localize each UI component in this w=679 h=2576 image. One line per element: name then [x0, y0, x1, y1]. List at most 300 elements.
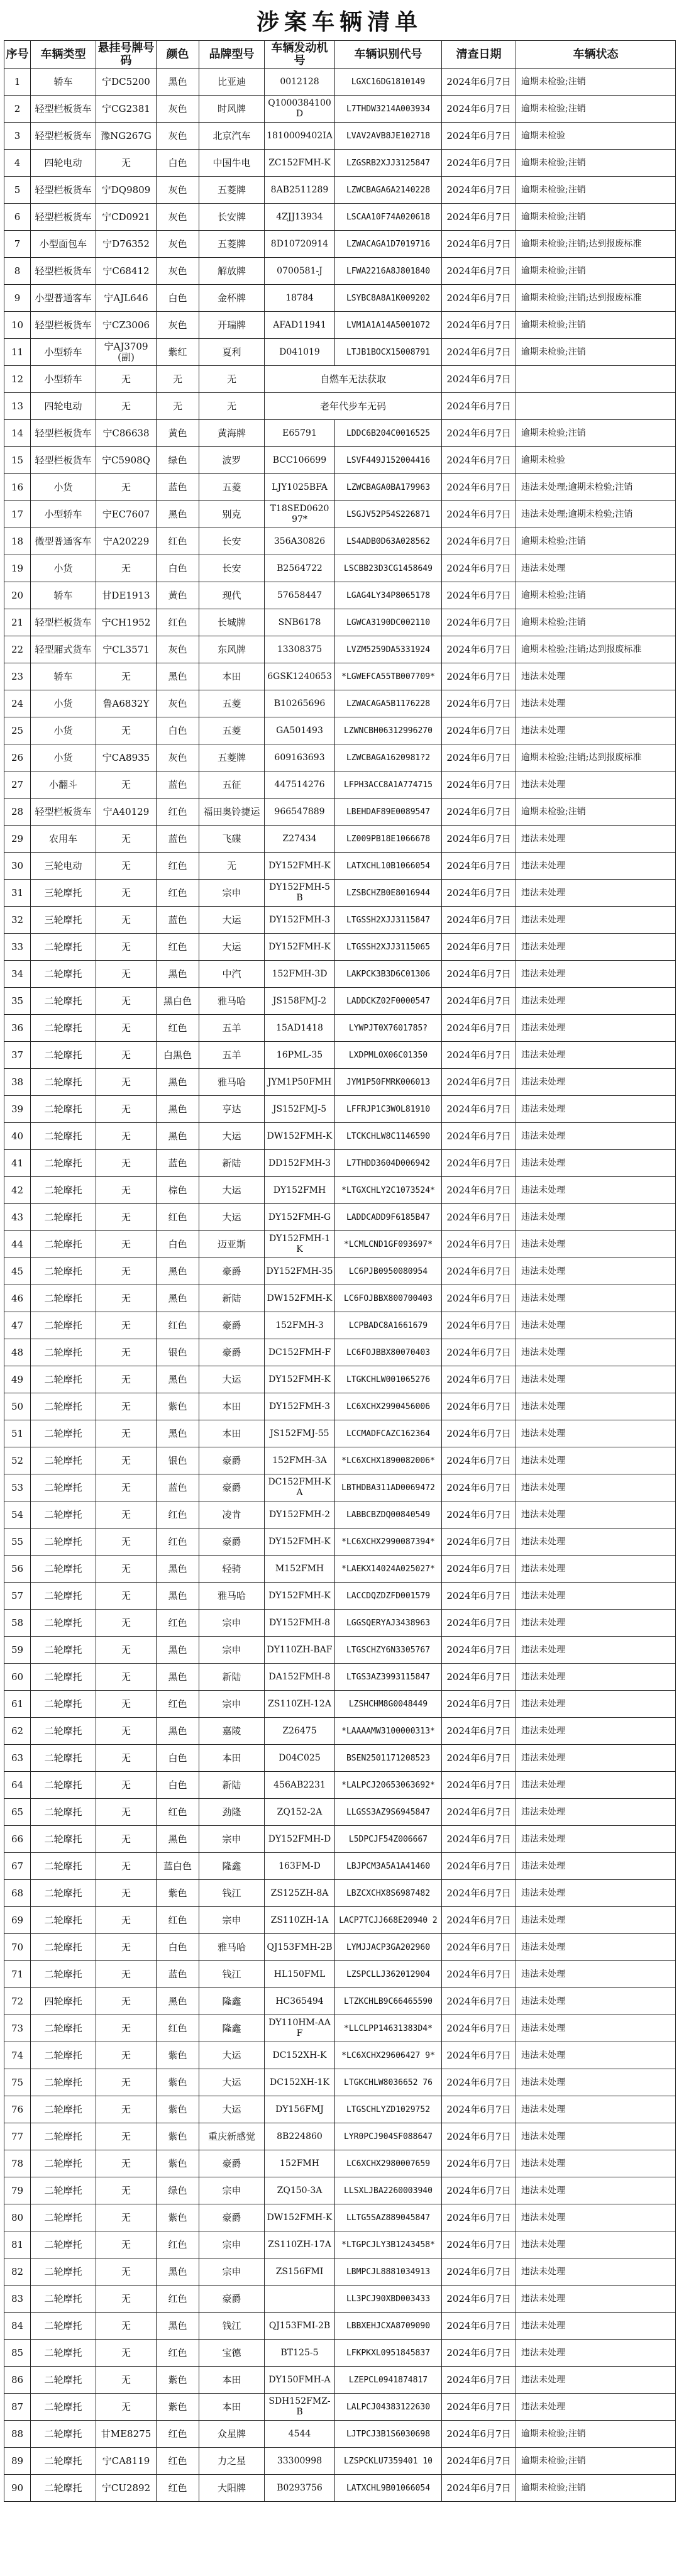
cell-vin: LXDPMLOX06C01350 [335, 1042, 442, 1069]
cell-check-date: 2024年6月7日 [442, 1637, 516, 1664]
cell-plate: 无 [96, 1393, 157, 1420]
cell-vehicle-type: 二轮摩托 [31, 2015, 96, 2042]
cell-engine-no: D04C025 [265, 1745, 335, 1772]
cell-color: 红色 [157, 1610, 199, 1637]
cell-status: 逾期未检验;注销 [516, 420, 676, 447]
cell-color: 红色 [157, 609, 199, 636]
cell-vehicle-type: 二轮摩托 [31, 1393, 96, 1420]
cell-brand: 大运 [199, 1204, 265, 1231]
cell-check-date: 2024年6月7日 [442, 1447, 516, 1474]
cell-brand: 长城牌 [199, 609, 265, 636]
header-vehicle-type: 车辆类型 [31, 41, 96, 69]
cell-vin: *LTGPCJLY3B1243458* [335, 2231, 442, 2258]
cell-engine-no: ZS125ZH-8A [265, 1880, 335, 1907]
cell-engine-no: DY110ZH-BAF [265, 1637, 335, 1664]
cell-serial: 82 [4, 2258, 31, 2286]
cell-serial: 77 [4, 2123, 31, 2150]
cell-status: 违法未处理 [516, 1826, 676, 1853]
cell-vin: LZEPCL0941874817 [335, 2367, 442, 2394]
cell-engine-no: DC152XH-K [265, 2042, 335, 2069]
cell-plate: 无 [96, 1042, 157, 1069]
cell-engine-no: 447514276 [265, 771, 335, 799]
table-row [4, 934, 676, 961]
cell-brand: 宗申 [199, 1610, 265, 1637]
cell-color: 白色 [157, 1772, 199, 1799]
cell-vin: LSVF449J152004416 [335, 447, 442, 474]
cell-vehicle-type: 二轮摩托 [31, 1501, 96, 1528]
page-title: 涉案车辆清单 [256, 9, 422, 35]
table-row [4, 988, 676, 1015]
cell-status: 违法未处理 [516, 2394, 676, 2421]
cell-status: 违法未处理 [516, 1691, 676, 1718]
cell-vehicle-type: 二轮摩托 [31, 1880, 96, 1907]
cell-color: 灰色 [157, 312, 199, 339]
cell-engine-no: LJY1025BFA [265, 474, 335, 501]
cell-brand: 波罗 [199, 447, 265, 474]
cell-brand: 新陆 [199, 1150, 265, 1177]
cell-serial: 85 [4, 2340, 31, 2367]
cell-color: 红色 [157, 853, 199, 880]
table-row [4, 744, 676, 771]
cell-plate: 无 [96, 1420, 157, 1447]
cell-check-date: 2024年6月7日 [442, 393, 516, 420]
cell-serial: 58 [4, 1610, 31, 1637]
cell-plate: 宁DQ9809 [96, 177, 157, 204]
cell-check-date: 2024年6月7日 [442, 582, 516, 609]
cell-color: 黑白色 [157, 988, 199, 1015]
cell-plate: 鲁A6832Y [96, 690, 157, 717]
cell-brand: 大运 [199, 934, 265, 961]
table-row [4, 2150, 676, 2177]
cell-plate: 无 [96, 1691, 157, 1718]
cell-brand: 北京汽车 [199, 123, 265, 150]
cell-status: 违法未处理 [516, 1231, 676, 1258]
cell-vin: LTGS3AZ3993115847 [335, 1664, 442, 1691]
cell-engine-no: ZQ152-2A [265, 1799, 335, 1826]
cell-plate: 无 [96, 1718, 157, 1745]
table-row [4, 2340, 676, 2367]
cell-status: 违法未处理 [516, 1096, 676, 1123]
cell-serial: 44 [4, 1231, 31, 1258]
cell-engine-no [265, 2286, 335, 2313]
cell-color: 无 [157, 366, 199, 393]
cell-engine-no: ZS110ZH-17A [265, 2231, 335, 2258]
table-row [4, 1474, 676, 1501]
cell-vehicle-type: 二轮摩托 [31, 1853, 96, 1880]
cell-serial: 43 [4, 1204, 31, 1231]
cell-check-date: 2024年6月7日 [442, 1204, 516, 1231]
cell-vehicle-type: 小型轿车 [31, 366, 96, 393]
cell-brand: 五羊 [199, 1015, 265, 1042]
cell-check-date: 2024年6月7日 [442, 501, 516, 528]
cell-check-date: 2024年6月7日 [442, 1420, 516, 1447]
cell-merged-note: 老年代步车无码 [265, 393, 442, 420]
cell-color: 红色 [157, 2340, 199, 2367]
cell-status: 违法未处理 [516, 717, 676, 744]
cell-color: 蓝色 [157, 474, 199, 501]
cell-serial: 89 [4, 2448, 31, 2475]
cell-engine-no: 163FM-D [265, 1853, 335, 1880]
cell-color: 紫色 [157, 2069, 199, 2096]
cell-vehicle-type: 二轮摩托 [31, 2340, 96, 2367]
cell-vehicle-type: 小货 [31, 474, 96, 501]
cell-status: 逾期未检验;注销 [516, 204, 676, 231]
cell-plate: 宁C68412 [96, 258, 157, 285]
cell-serial: 47 [4, 1312, 31, 1339]
cell-status: 违法未处理 [516, 880, 676, 907]
cell-engine-no: 8B224860 [265, 2123, 335, 2150]
cell-brand: 豪爵 [199, 2204, 265, 2231]
table-row [4, 501, 676, 528]
cell-vin: LC6FOJBBX80070403 [335, 1339, 442, 1366]
cell-color: 紫红 [157, 339, 199, 366]
cell-engine-no: ZQ150-3A [265, 2177, 335, 2204]
cell-check-date: 2024年6月7日 [442, 1528, 516, 1556]
cell-engine-no: 152FMH-3 [265, 1312, 335, 1339]
table-row [4, 1447, 676, 1474]
cell-serial: 20 [4, 582, 31, 609]
cell-plate: 无 [96, 717, 157, 744]
cell-serial: 81 [4, 2231, 31, 2258]
cell-vehicle-type: 二轮摩托 [31, 1826, 96, 1853]
cell-plate: 无 [96, 2394, 157, 2421]
cell-check-date: 2024年6月7日 [442, 826, 516, 853]
cell-plate: 宁CA8935 [96, 744, 157, 771]
cell-brand: 大运 [199, 1177, 265, 1204]
cell-color: 紫色 [157, 2150, 199, 2177]
cell-status: 逾期未检验;注销 [516, 258, 676, 285]
cell-plate: 无 [96, 1285, 157, 1312]
cell-serial: 16 [4, 474, 31, 501]
cell-vin: LFWA2216A8J801840 [335, 258, 442, 285]
cell-vehicle-type: 轻型栏板货车 [31, 177, 96, 204]
cell-color: 灰色 [157, 177, 199, 204]
cell-serial: 6 [4, 204, 31, 231]
cell-vehicle-type: 二轮摩托 [31, 1691, 96, 1718]
cell-vin: LSCBB23D3CG1458649 [335, 555, 442, 582]
cell-check-date: 2024年6月7日 [442, 2123, 516, 2150]
cell-serial: 33 [4, 934, 31, 961]
cell-check-date: 2024年6月7日 [442, 2367, 516, 2394]
cell-vehicle-type: 二轮摩托 [31, 2150, 96, 2177]
table-row [4, 1069, 676, 1096]
cell-brand: 五菱牌 [199, 744, 265, 771]
cell-serial: 37 [4, 1042, 31, 1069]
cell-serial: 56 [4, 1556, 31, 1583]
cell-brand: 五菱牌 [199, 231, 265, 258]
cell-color: 蓝色 [157, 1474, 199, 1501]
cell-status: 违法未处理 [516, 1177, 676, 1204]
table-row [4, 880, 676, 907]
cell-plate: 无 [96, 1556, 157, 1583]
cell-plate: 宁CG2381 [96, 96, 157, 123]
cell-vin: LC6FOJBBX800700403 [335, 1285, 442, 1312]
cell-check-date: 2024年6月7日 [442, 1772, 516, 1799]
cell-plate: 无 [96, 1988, 157, 2015]
cell-status: 违法未处理 [516, 907, 676, 934]
cell-brand: 钱江 [199, 1880, 265, 1907]
cell-color: 蓝白色 [157, 1853, 199, 1880]
cell-color: 蓝色 [157, 1150, 199, 1177]
cell-vehicle-type: 二轮摩托 [31, 1204, 96, 1231]
cell-status [516, 393, 676, 420]
cell-serial: 18 [4, 528, 31, 555]
cell-vehicle-type: 二轮摩托 [31, 2204, 96, 2231]
table-row [4, 1501, 676, 1528]
cell-brand: 隆鑫 [199, 2015, 265, 2042]
cell-color: 黑色 [157, 2313, 199, 2340]
cell-status: 违法未处理 [516, 934, 676, 961]
table-row [4, 1934, 676, 1961]
cell-color: 紫色 [157, 1393, 199, 1420]
table-row [4, 528, 676, 555]
cell-check-date: 2024年6月7日 [442, 1826, 516, 1853]
cell-brand: 轻骑 [199, 1556, 265, 1583]
cell-engine-no: DC152FMH-F [265, 1339, 335, 1366]
cell-brand: 福田奥铃捷运 [199, 799, 265, 826]
cell-serial: 88 [4, 2421, 31, 2448]
cell-vin: LTCKCHLW8C1146590 [335, 1123, 442, 1150]
cell-plate: 无 [96, 2015, 157, 2042]
cell-vin: LYWPJT0X7601785? [335, 1015, 442, 1042]
cell-check-date: 2024年6月7日 [442, 366, 516, 393]
cell-plate: 无 [96, 1853, 157, 1880]
cell-vin: LBZCXCHX8S6987482 [335, 1880, 442, 1907]
cell-vin: LTGSCHLYZD1029752 [335, 2096, 442, 2123]
cell-color: 红色 [157, 1501, 199, 1528]
cell-plate: 无 [96, 1447, 157, 1474]
cell-engine-no: QJ153FMH-2B [265, 1934, 335, 1961]
table-row [4, 799, 676, 826]
cell-check-date: 2024年6月7日 [442, 988, 516, 1015]
cell-engine-no: DY152FMH-5B [265, 880, 335, 907]
header-serial: 序号 [4, 41, 31, 69]
cell-brand: 大运 [199, 907, 265, 934]
cell-vin: LTGSCHZY6N3305767 [335, 1637, 442, 1664]
cell-check-date: 2024年6月7日 [442, 2096, 516, 2123]
cell-vin: LSYBC8A8A1K009202 [335, 285, 442, 312]
cell-brand: 开瑞牌 [199, 312, 265, 339]
cell-check-date: 2024年6月7日 [442, 1664, 516, 1691]
cell-engine-no: ZS110ZH-12A [265, 1691, 335, 1718]
cell-status: 逾期未检验;注销 [516, 799, 676, 826]
table-row [4, 2096, 676, 2123]
cell-vehicle-type: 小货 [31, 690, 96, 717]
cell-vin: LC6XCHX2990456006 [335, 1393, 442, 1420]
cell-check-date: 2024年6月7日 [442, 1556, 516, 1583]
cell-vehicle-type: 二轮摩托 [31, 2042, 96, 2069]
cell-color: 红色 [157, 1691, 199, 1718]
table-row [4, 1610, 676, 1637]
cell-vehicle-type: 二轮摩托 [31, 961, 96, 988]
cell-engine-no: DY152FMH-K [265, 853, 335, 880]
cell-status: 违法未处理 [516, 1042, 676, 1069]
cell-status: 违法未处理 [516, 2177, 676, 2204]
cell-vin: LZGSRB2XJJ3125847 [335, 150, 442, 177]
cell-engine-no: DA152FMH-8 [265, 1664, 335, 1691]
cell-vin: LC6XCHX2980007659 [335, 2150, 442, 2177]
cell-color: 红色 [157, 1528, 199, 1556]
cell-plate: 无 [96, 2069, 157, 2096]
cell-engine-no: 152FMH-3A [265, 1447, 335, 1474]
cell-vin: *LTGXCHLY2C1073524* [335, 1177, 442, 1204]
cell-vehicle-type: 二轮摩托 [31, 2448, 96, 2475]
cell-serial: 51 [4, 1420, 31, 1447]
cell-check-date: 2024年6月7日 [442, 1718, 516, 1745]
cell-color: 灰色 [157, 258, 199, 285]
cell-plate: 无 [96, 474, 157, 501]
cell-plate: 无 [96, 1934, 157, 1961]
table-row [4, 1853, 676, 1880]
cell-plate: 无 [96, 366, 157, 393]
cell-plate: 无 [96, 2096, 157, 2123]
cell-plate: 无 [96, 961, 157, 988]
cell-serial: 67 [4, 1853, 31, 1880]
cell-engine-no: GA501493 [265, 717, 335, 744]
cell-check-date: 2024年6月7日 [442, 1745, 516, 1772]
cell-status: 逾期未检验;注销 [516, 177, 676, 204]
cell-serial: 45 [4, 1258, 31, 1285]
cell-color: 黑色 [157, 663, 199, 690]
cell-engine-no: 8AB2511289 [265, 177, 335, 204]
cell-check-date: 2024年6月7日 [442, 636, 516, 663]
cell-plate: 无 [96, 663, 157, 690]
cell-plate: 无 [96, 1123, 157, 1150]
cell-vin: LTGKCHLW001065276 [335, 1366, 442, 1393]
cell-check-date: 2024年6月7日 [442, 69, 516, 96]
cell-vin: BSEN2501171208523 [335, 1745, 442, 1772]
table-row [4, 1177, 676, 1204]
cell-engine-no: 152FMH-3D [265, 961, 335, 988]
cell-vehicle-type: 二轮摩托 [31, 1042, 96, 1069]
cell-plate: 宁CA8119 [96, 2448, 157, 2475]
cell-engine-no: DY152FMH-3 [265, 1393, 335, 1420]
cell-status: 逾期未检验 [516, 447, 676, 474]
cell-vehicle-type: 二轮摩托 [31, 934, 96, 961]
cell-status: 违法未处理 [516, 2096, 676, 2123]
cell-brand: 豪爵 [199, 1312, 265, 1339]
cell-brand: 解放牌 [199, 258, 265, 285]
cell-vehicle-type: 二轮摩托 [31, 1528, 96, 1556]
cell-check-date: 2024年6月7日 [442, 1015, 516, 1042]
cell-check-date: 2024年6月7日 [442, 1042, 516, 1069]
cell-plate: 无 [96, 880, 157, 907]
cell-serial: 42 [4, 1177, 31, 1204]
cell-plate: 无 [96, 1907, 157, 1934]
cell-vehicle-type: 二轮摩托 [31, 2286, 96, 2313]
table-row [4, 312, 676, 339]
cell-status: 逾期未检验 [516, 123, 676, 150]
cell-brand: 众星牌 [199, 2421, 265, 2448]
cell-color: 黑色 [157, 1123, 199, 1150]
cell-status: 违法未处理 [516, 1664, 676, 1691]
cell-engine-no: 356A30826 [265, 528, 335, 555]
cell-brand: 雅马哈 [199, 1583, 265, 1610]
cell-serial: 52 [4, 1447, 31, 1474]
cell-status: 违法未处理 [516, 1637, 676, 1664]
cell-serial: 66 [4, 1826, 31, 1853]
header-plate: 悬挂号牌号码 [96, 41, 157, 69]
cell-check-date: 2024年6月7日 [442, 528, 516, 555]
cell-engine-no: JS158FMJ-2 [265, 988, 335, 1015]
cell-status: 违法未处理 [516, 1556, 676, 1583]
cell-serial: 50 [4, 1393, 31, 1420]
cell-plate: 无 [96, 1528, 157, 1556]
cell-color: 白色 [157, 555, 199, 582]
cell-plate: 宁CH1952 [96, 609, 157, 636]
cell-color: 绿色 [157, 2177, 199, 2204]
cell-vehicle-type: 二轮摩托 [31, 1015, 96, 1042]
cell-vehicle-type: 轻型栏板货车 [31, 799, 96, 826]
header-engine-no: 车辆发动机号 [265, 41, 335, 69]
cell-color: 红色 [157, 2448, 199, 2475]
cell-vehicle-type: 二轮摩托 [31, 1907, 96, 1934]
cell-engine-no: 6GSK1240653 [265, 663, 335, 690]
cell-status: 违法未处理 [516, 1447, 676, 1474]
cell-status: 违法未处理 [516, 1123, 676, 1150]
cell-plate: 无 [96, 555, 157, 582]
cell-vehicle-type: 二轮摩托 [31, 2367, 96, 2394]
table-row [4, 1123, 676, 1150]
cell-plate: 无 [96, 1826, 157, 1853]
cell-vin: LLTG5SAZ889045847 [335, 2204, 442, 2231]
cell-color: 红色 [157, 528, 199, 555]
table-row [4, 1312, 676, 1339]
cell-status: 逾期未检验;注销 [516, 2475, 676, 2502]
cell-vin: L7THDW3214A003934 [335, 96, 442, 123]
cell-plate: 无 [96, 1069, 157, 1096]
cell-vehicle-type: 二轮摩托 [31, 1312, 96, 1339]
cell-vin: LLGSS3AZ9S6945847 [335, 1799, 442, 1826]
cell-color: 红色 [157, 2475, 199, 2502]
table-row [4, 2123, 676, 2150]
cell-brand: 雅马哈 [199, 1934, 265, 1961]
cell-brand: 长安 [199, 555, 265, 582]
cell-check-date: 2024年6月7日 [442, 1853, 516, 1880]
cell-brand: 力之星 [199, 2448, 265, 2475]
cell-engine-no: DY152FMH-8 [265, 1610, 335, 1637]
cell-serial: 19 [4, 555, 31, 582]
table-row [4, 2421, 676, 2448]
table-row [4, 1285, 676, 1312]
cell-status: 违法未处理 [516, 2015, 676, 2042]
cell-vehicle-type: 二轮摩托 [31, 1123, 96, 1150]
cell-serial: 30 [4, 853, 31, 880]
cell-status: 逾期未检验;注销 [516, 69, 676, 96]
table-row [4, 1745, 676, 1772]
cell-engine-no: HL150FML [265, 1961, 335, 1988]
cell-brand: 长安 [199, 528, 265, 555]
cell-engine-no: 4ZJJ13934 [265, 204, 335, 231]
cell-check-date: 2024年6月7日 [442, 1231, 516, 1258]
cell-engine-no: B10265696 [265, 690, 335, 717]
cell-color: 白色 [157, 717, 199, 744]
cell-check-date: 2024年6月7日 [442, 555, 516, 582]
cell-serial: 70 [4, 1934, 31, 1961]
table-row [4, 2015, 676, 2042]
cell-vin: LYR0PCJ904SF088647 [335, 2123, 442, 2150]
vehicle-table [4, 40, 676, 2502]
cell-status: 违法未处理 [516, 555, 676, 582]
cell-plate: 无 [96, 771, 157, 799]
cell-vehicle-type: 二轮摩托 [31, 2123, 96, 2150]
cell-vehicle-type: 轻型厢式货车 [31, 636, 96, 663]
cell-plate: 宁CL3571 [96, 636, 157, 663]
cell-vin: LZSPCKLU7359401 10 [335, 2448, 442, 2475]
table-row [4, 1718, 676, 1745]
cell-brand: 黄海牌 [199, 420, 265, 447]
cell-color: 红色 [157, 1015, 199, 1042]
